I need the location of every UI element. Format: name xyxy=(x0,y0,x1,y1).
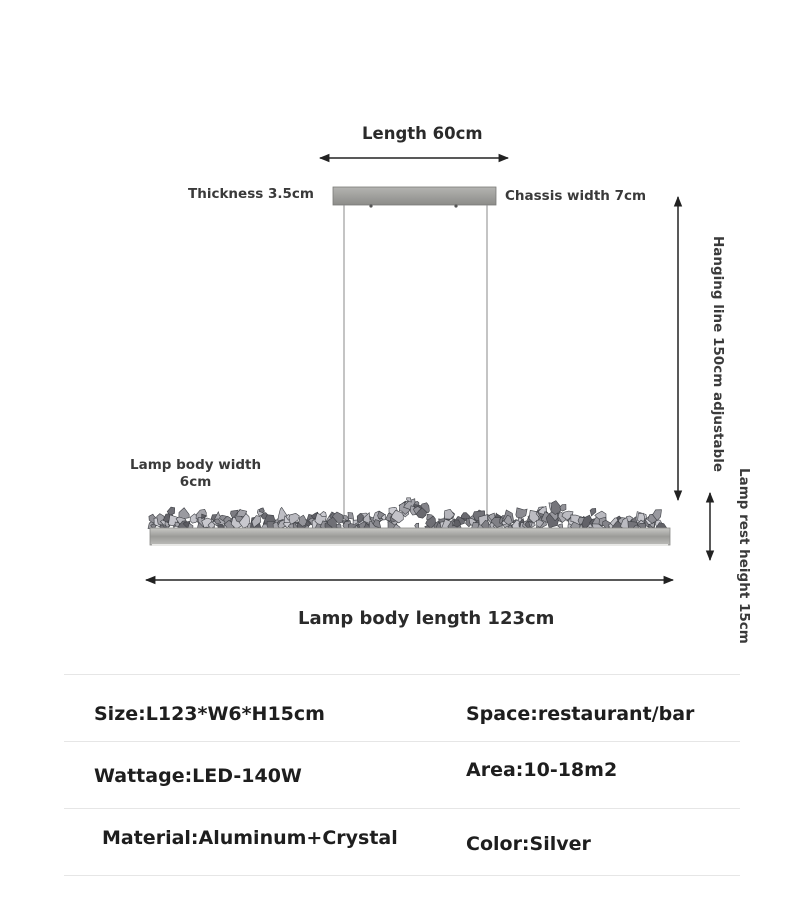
chassis-screw xyxy=(454,204,457,207)
spec-area: Area:10-18m2 xyxy=(466,759,618,781)
lamp-body-width-line2: 6cm xyxy=(179,474,212,490)
thickness-label: Thickness 3.5cm xyxy=(188,186,314,202)
spec-color: Color:Silver xyxy=(466,833,591,855)
spec-table xyxy=(64,674,740,876)
crystal-shard xyxy=(336,524,341,528)
lamp-body xyxy=(150,528,670,545)
spec-size: Size:L123*W6*H15cm xyxy=(94,703,325,725)
lamp-body-width-label xyxy=(130,457,261,491)
lamp-body-width-line1: Lamp body width xyxy=(130,457,262,473)
crystal-shard xyxy=(179,508,189,519)
chassis-width-label: Chassis width 7cm xyxy=(505,188,647,204)
crystal-shard xyxy=(560,505,566,512)
chassis-screw xyxy=(369,204,372,207)
spec-row xyxy=(64,808,740,876)
length-label: Length 60cm xyxy=(362,124,483,143)
crystal-shard xyxy=(259,508,264,513)
crystal-shard xyxy=(590,508,596,516)
chassis xyxy=(333,187,496,205)
crystal-shard xyxy=(516,508,527,518)
spec-row xyxy=(64,741,740,808)
spec-space: Space:restaurant/bar xyxy=(466,703,695,725)
hanging-line-label: Hanging line 150cm adjustable xyxy=(710,236,726,473)
spec-row xyxy=(64,674,740,741)
crystal-shard xyxy=(348,513,354,520)
spec-wattage: Wattage:LED-140W xyxy=(94,765,302,787)
lamp-rest-height-label: Lamp rest height 15cm xyxy=(736,468,752,644)
spec-material: Material:Aluminum+Crystal xyxy=(102,827,398,849)
lamp-body-length-label: Lamp body length 123cm xyxy=(298,608,555,629)
